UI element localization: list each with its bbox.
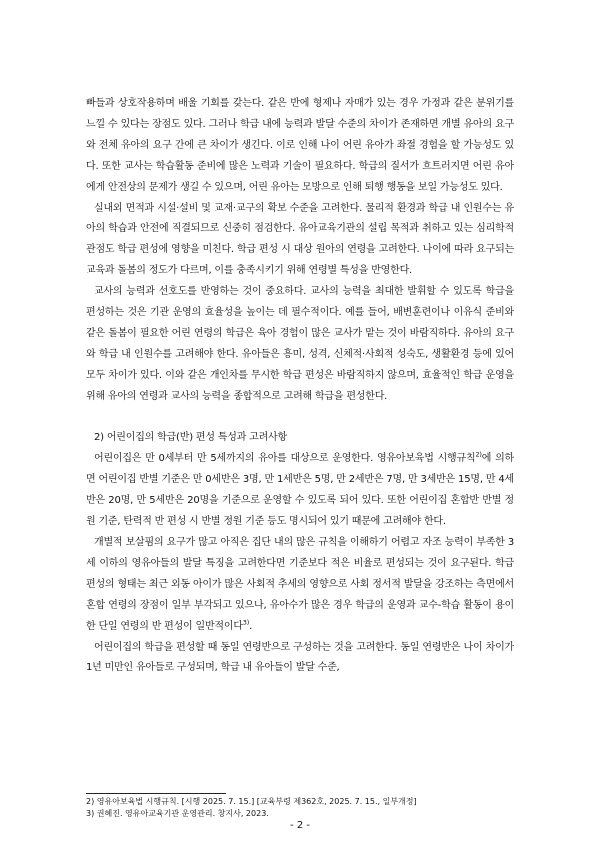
footnote-ref-3: 3)	[242, 618, 250, 627]
body-text	[86, 94, 514, 679]
paragraph-5-text-a: 개별적 보살핌의 요구가 많고 아직은 집단 내의 많은 규칙을 이해하기 어렵고 자조 능력이 부족한 3세 이하의 영유아들의 발달 특징을 고려한다면 기준보다 적은 비율로 편성되는 것이 요구된다. 학급 편성의 형태는 최근 외동 아이가 많은 사회적 추세의 영향으로 사회 정서적 발달을 강조하는 측면에서 혼합 연령의 장점이 일부 부각되고 있으나, 유아수가 많은 경우 학급의 운영과 교수-학습 활동이 용이한 단일 연령의 반 편성이 일반적이다	[86, 537, 514, 632]
paragraph-6: 어린이집의 학급을 편성할 때 동일 연령반으로 구성하는 것을 고려한다. 동일 연령반은 나이 차이가 1년 미만인 유아들로 구성되며, 학급 내 유아들이 발달 수준,	[86, 641, 514, 674]
paragraph-5-text-b: .	[249, 620, 253, 632]
section-heading: 2) 어린이집의 학급(반) 편성 특성과 고려사항	[94, 432, 287, 444]
footnote-ref-2: 2)	[475, 451, 482, 460]
footnote-divider	[86, 793, 226, 794]
paragraph-4	[86, 449, 514, 533]
paragraph-1: 빠들과 상호작용하며 배울 기회를 갖는다. 같은 반에 형제나 자매가 있는 경우 가정과 같은 분위기를 느낄 수 있다는 장점도 있다. 그러나 학급 내에 능력과 발달 수준의 차이가 존재하면 개별 유아의 요구와 전체 유아의 요구 간에 큰 차이가 생긴다. 이로 인해 나이 어린 유아가 좌절 경험을 할 가능성도 있다. 또한 교사는 학습활동 준비에 많은 노력과 기술이 필요하다. 학급의 질서가 흐트러지면 어린 유아에게 안전상의 문제가 생길 수 있으며, 어린 유아는 모방으로 인해 퇴행 행동을 보일 가능성도 있다.	[86, 98, 514, 193]
paragraph-5	[86, 533, 514, 638]
section-spacer	[86, 408, 514, 429]
footnote-2: 2) 영유아보육법 시행규칙. [시행 2025. 7. 15.] [교육부령 제362호, 2025. 7. 15., 일부개정]	[86, 797, 417, 806]
paragraph-4-text-b: 에 의하면 어린이집 반별 기준은 만 0세반은 3명, 만 1세반은 5명, 만 2세반은 7명, 만 3세반은 15명, 만 4세반은 20명, 만 5세반은 20명을 기준으로 운영할 수 있도록 되어 있다. 또한 어린이집 혼합반 반별 정원 기준, 탄력적 반 편성 시 반별 정원 기준 등도 명시되어 있기 때문에 고려해야 한다.	[86, 453, 515, 528]
paragraph-2: 실내외 면적과 시설·설비 및 교재·교구의 확보 수준을 고려한다. 물리적 환경과 학급 내 인원수는 유아의 학습과 안전에 직결되므로 신중히 점검한다. 유아교육기관의 설립 목적과 취하고 있는 심리학적 관점도 학급 편성에 영향을 미친다. 학급 편성 시 대상 원아의 연령을 고려한다. 나이에 따라 요구되는 교육과 돌봄의 정도가 다르며, 이를 충족시키기 위해 연령별 특성을 반영한다.	[86, 202, 514, 277]
paragraph-4-text-a: 어린이집은 만 0세부터 만 5세까지의 유아를 대상으로 운영한다. 영유아보육법 시행규칙	[94, 453, 476, 465]
footnotes	[86, 796, 526, 820]
paragraph-3: 교사의 능력과 선호도를 반영하는 것이 중요하다. 교사의 능력을 최대한 발휘할 수 있도록 학급을 편성하는 것은 기관 운영의 효율성을 높이는 데 필수적이다. 예를 들어, 배변훈련이나 이유식 준비와 같은 돌봄이 필요한 어린 연령의 학급은 육아 경험이 많은 교사가 맡는 것이 바람직하다. 유아의 요구와 학급 내 인원수를 고려해야 한다. 유아들은 흥미, 성격, 신체적·사회적 성숙도, 생활환경 등에 있어 모두 차이가 있다. 이와 같은 개인차를 무시한 학급 편성은 바람직하지 않으며, 효율적인 학급 운영을 위해 유아의 연령과 교사의 능력을 종합적으로 고려해 학급을 편성한다.	[86, 286, 514, 402]
page-number: - 2 -	[290, 820, 310, 831]
footnote-3: 3) 권혜진. 영유아교육기관 운영관리. 창지사, 2023.	[86, 809, 269, 818]
